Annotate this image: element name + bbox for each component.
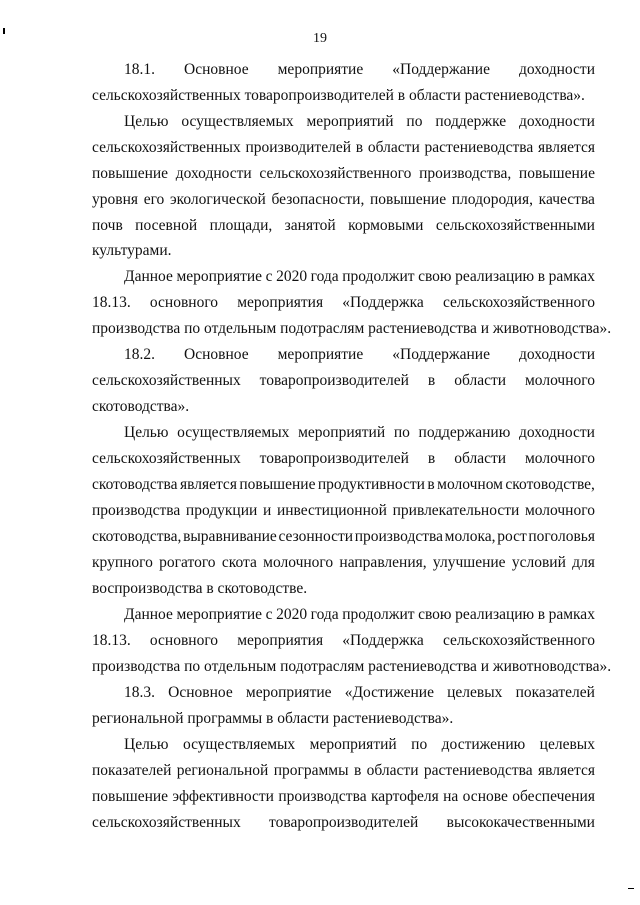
text-word: мероприятие (176, 268, 263, 285)
text-word: сельскохозяйственных (92, 372, 241, 389)
text-line (92, 787, 595, 807)
text-word: доходности (519, 346, 595, 363)
text-word: в (355, 139, 364, 156)
text-word: реализацию (455, 268, 535, 285)
text-word: мероприятий (306, 113, 394, 130)
text-line (92, 813, 595, 833)
text-word: посевной (135, 217, 198, 234)
text-line (92, 293, 595, 313)
text-word: является (538, 762, 595, 779)
text-line (124, 267, 595, 287)
text-line (92, 579, 595, 599)
text-word: области (454, 450, 507, 467)
text-line (124, 423, 595, 443)
text-word: в (353, 762, 362, 779)
text-line (124, 60, 595, 80)
text-word: Целью (124, 736, 169, 753)
text-word: достижению (441, 736, 526, 753)
text-word: доходности (519, 61, 595, 78)
text-word: осуществляемых (177, 424, 290, 441)
text-word: «Поддержание (392, 346, 490, 363)
text-word: поддержанию (418, 424, 511, 441)
text-word: 18.3. (124, 684, 155, 701)
text-word: условий (511, 554, 566, 571)
text-word: мероприятий (298, 424, 386, 441)
text-word: мероприятий (309, 736, 397, 753)
text-word: растениеводства (423, 762, 533, 779)
text-word: мероприятие (176, 606, 263, 623)
text-word: в (427, 476, 435, 493)
text-word: доходности (175, 165, 252, 182)
text-word: доходности (518, 113, 595, 130)
text-word: сельскохозяйственных товаропроизводителей в области растениеводства». (92, 87, 585, 104)
text-word: региональной (176, 762, 269, 779)
text-word: свою (418, 606, 452, 623)
text-word: производителей (245, 139, 351, 156)
text-word: поголовья (528, 528, 595, 545)
text-line (124, 112, 595, 132)
text-word: 18.13. (92, 632, 131, 649)
text-line (92, 397, 595, 417)
text-word: производства, (419, 165, 512, 182)
text-line (92, 527, 595, 547)
text-line (92, 449, 595, 469)
text-word: культурами. (92, 242, 172, 259)
text-word: продуктивности (317, 476, 425, 493)
text-word: года (310, 606, 339, 623)
text-word: производства (92, 502, 181, 519)
text-word: высококачественными (446, 814, 595, 831)
text-word: воспроизводства в скотоводстве. (92, 580, 308, 597)
text-word: скотоводства (92, 476, 178, 493)
text-word: программы (273, 762, 349, 779)
text-word: области (454, 372, 507, 389)
text-word: сельскохозяйственного (259, 165, 412, 182)
text-word: продолжит (342, 606, 415, 623)
text-word: области (366, 762, 419, 779)
text-line (92, 553, 595, 573)
text-line (92, 631, 595, 651)
text-word: скотоводстве, (505, 476, 595, 493)
text-word: производства (354, 528, 443, 545)
text-line (92, 475, 595, 495)
text-word: мероприятие (277, 346, 364, 363)
text-word: Основное (184, 61, 249, 78)
text-word: поддержке (435, 113, 507, 130)
text-word: повышение (370, 191, 447, 208)
text-word: основе (462, 788, 508, 805)
text-word: продукции (185, 502, 258, 519)
text-line (92, 164, 595, 184)
text-word: показателей (92, 762, 172, 779)
text-word: товаропроизводителей (259, 450, 409, 467)
text-line (92, 319, 612, 339)
text-word: рост (497, 528, 527, 545)
text-word: в (427, 450, 436, 467)
text-word: Основное (168, 684, 233, 701)
text-line (92, 657, 612, 677)
text-word: улучшение (432, 554, 506, 571)
text-word: эффективности (172, 788, 274, 805)
text-word: привлекательности (392, 502, 520, 519)
text-word: Данное (124, 606, 173, 623)
text-line (92, 216, 595, 236)
text-word: повышение (518, 165, 595, 182)
text-word: уровня (92, 191, 138, 208)
text-line (124, 735, 595, 755)
text-word: плодородия, (451, 191, 533, 208)
text-word: производства по отдельным подотраслям растениеводства и животноводства». (92, 658, 612, 675)
text-line (92, 709, 595, 729)
text-word: по (406, 113, 423, 130)
text-word: осуществляемых (181, 113, 294, 130)
text-word: доходности (519, 424, 595, 441)
text-word: качества (538, 191, 595, 208)
text-word: Данное (124, 268, 173, 285)
text-line (92, 86, 595, 106)
text-word: повышение (92, 165, 169, 182)
text-line (124, 605, 595, 625)
text-word: молочного (524, 450, 595, 467)
text-word: 18.2. (124, 346, 155, 363)
text-line (92, 241, 595, 261)
text-line (124, 683, 595, 703)
text-word: повышение (239, 476, 316, 493)
page-number: 19 (313, 31, 327, 46)
text-word: молочного (524, 372, 595, 389)
text-word: целевых (447, 684, 503, 701)
text-word: «Поддержание (392, 61, 490, 78)
text-word: года (310, 268, 339, 285)
text-word: в (427, 372, 436, 389)
text-word: мероприятия (237, 632, 324, 649)
text-line (92, 501, 595, 521)
text-word: производства по отдельным подотраслям растениеводства и животноводства». (92, 320, 612, 337)
text-word: сельскохозяйственными (435, 217, 595, 234)
text-word: Основное (184, 346, 249, 363)
text-word: основного (149, 632, 219, 649)
text-line (92, 371, 595, 391)
text-word: 18.1. (124, 61, 155, 78)
text-word: показателей (515, 684, 595, 701)
text-word: сельскохозяйственного (442, 294, 595, 311)
text-word: Целью (124, 424, 169, 441)
text-word: сельскохозяйственного (442, 632, 595, 649)
text-word: растениеводства (424, 139, 534, 156)
text-word: на (443, 788, 459, 805)
text-word: почв (92, 217, 123, 234)
text-word: скотоводства». (92, 398, 190, 415)
text-word: выравнивание (183, 528, 277, 545)
text-line (124, 345, 595, 365)
text-word: его (143, 191, 165, 208)
text-word: инвестиционной (276, 502, 387, 519)
text-word: для (572, 554, 595, 571)
text-word: целевых (539, 736, 595, 753)
text-word: сезонности (278, 528, 354, 545)
text-word: направления, (339, 554, 427, 571)
text-word: является (538, 139, 595, 156)
text-word: занятой (284, 217, 336, 234)
text-word: рамках (548, 268, 595, 285)
text-word: товаропроизводителей (259, 372, 409, 389)
text-word: картофеля (370, 788, 439, 805)
text-word: скотоводства, (92, 528, 182, 545)
text-word: по (393, 424, 410, 441)
text-word: обеспечения (512, 788, 595, 805)
text-line (92, 190, 595, 210)
text-word: экологической (169, 191, 266, 208)
text-word: и (262, 502, 272, 519)
text-word: сельскохозяйственных (92, 814, 241, 831)
text-word: «Поддержка (342, 294, 424, 311)
text-word: безопасности, (271, 191, 365, 208)
text-line (92, 761, 595, 781)
text-word: площади, (209, 217, 273, 234)
text-word: свою (418, 268, 452, 285)
scan-edge-mark (628, 888, 634, 889)
text-word: Целью (124, 113, 169, 130)
text-word: производства (278, 788, 367, 805)
text-word: молочного (263, 554, 334, 571)
text-word: области (367, 139, 420, 156)
text-word: «Поддержка (342, 632, 424, 649)
text-word: молочного (524, 502, 595, 519)
text-word: сельскохозяйственных (92, 139, 241, 156)
text-word: по (411, 736, 428, 753)
text-word: скота (221, 554, 257, 571)
text-word: с (265, 268, 273, 285)
text-word: мероприятия (237, 294, 324, 311)
text-word: в (537, 606, 546, 623)
scan-edge-mark (3, 28, 5, 34)
text-word: сельскохозяйственных (92, 450, 241, 467)
text-word: осуществляемых (182, 736, 296, 753)
text-word: молока, (444, 528, 496, 545)
text-word: мероприятие (277, 61, 364, 78)
text-line (92, 138, 595, 158)
text-word: крупного (92, 554, 153, 571)
text-word: товаропроизводителей (269, 814, 419, 831)
text-word: кормовыми (348, 217, 424, 234)
text-word: региональной программы в области растениеводства». (92, 710, 454, 727)
text-word: 18.13. (92, 294, 131, 311)
text-word: рогатого (159, 554, 216, 571)
text-word: продолжит (342, 268, 415, 285)
text-word: основного (149, 294, 219, 311)
text-word: 2020 (276, 268, 308, 285)
text-word: рамках (548, 606, 595, 623)
text-word: повышение (92, 788, 169, 805)
text-word: 2020 (276, 606, 308, 623)
text-word: реализацию (455, 606, 535, 623)
text-word: с (265, 606, 273, 623)
text-word: в (537, 268, 546, 285)
text-word: мероприятие (245, 684, 332, 701)
text-word: молочном (437, 476, 503, 493)
text-word: «Достижение (344, 684, 434, 701)
text-word: является (179, 476, 237, 493)
